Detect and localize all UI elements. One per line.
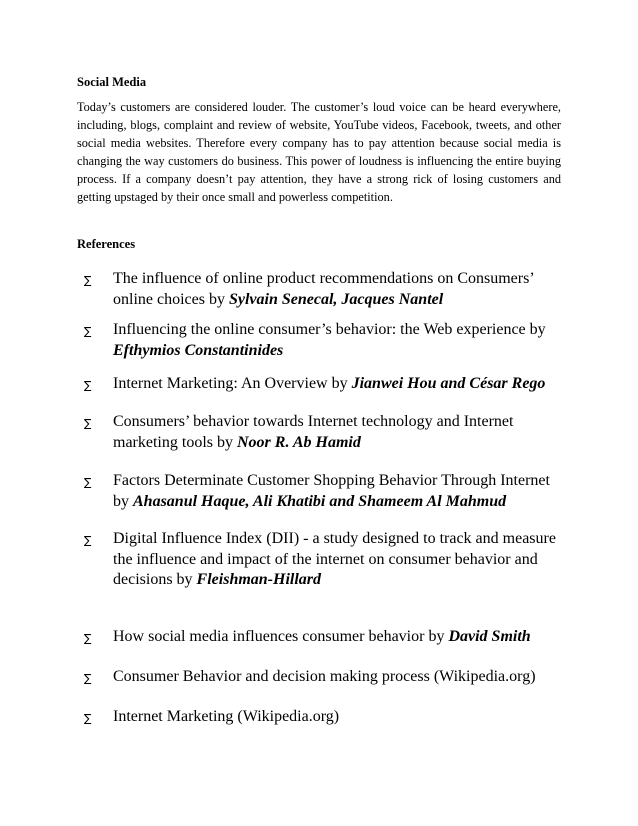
summation-bullet-icon: ∑ xyxy=(84,672,92,685)
social-media-paragraph: Today’s customers are considered louder. The customer’s loud voice can be heard everywhere, including, blogs, complaint and review of website, YouTube videos, Facebook, tweets, and other social media websites. Therefore every company has to pay attention because social media is changing the way customers do business. This power of loudness is influencing the entire buying process. If a company doesn’t pay attention, they have a strong rick of losing customers and getting upstaged by their once small and powerless competition. xyxy=(77,100,561,205)
summation-bullet-icon: ∑ xyxy=(84,379,92,392)
summation-bullet-icon: ∑ xyxy=(84,274,92,287)
reference-title: How social media influences consumer behavior by xyxy=(113,628,449,645)
reference-title: Factors Determinate Customer Shopping Behavior Through Internet by xyxy=(113,472,550,510)
reference-author: Fleishman-Hillard xyxy=(196,571,322,588)
summation-bullet-icon: ∑ xyxy=(84,712,92,725)
reference-text xyxy=(113,529,568,591)
summation-bullet-icon: ∑ xyxy=(84,632,92,645)
reference-title: Influencing the online consumer’s behavior: the Web experience by xyxy=(113,321,546,338)
reference-title: Digital Influence Index (DII) - a study designed to track and measure the influence and impact of the internet on consumer behavior and decisions by xyxy=(113,530,556,588)
references-heading: References xyxy=(77,237,136,251)
reference-text xyxy=(113,627,568,648)
reference-title: Internet Marketing (Wikipedia.org) xyxy=(113,708,340,725)
reference-author: Ahasanul Haque, Ali Khatibi and Shameem Al Mahmud xyxy=(133,492,507,510)
reference-author: David Smith xyxy=(448,628,531,645)
reference-text xyxy=(113,667,568,688)
reference-author: Efthymios Constantinides xyxy=(113,341,284,359)
reference-author: Sylvain Senecal, Jacques Nantel xyxy=(228,290,444,308)
reference-title: The influence of online product recommendations on Consumers’ online choices by xyxy=(113,270,534,308)
reference-title: Internet Marketing: An Overview by xyxy=(113,375,352,392)
summation-bullet-icon: ∑ xyxy=(84,534,92,547)
social-media-heading: Social Media xyxy=(77,75,147,89)
reference-text xyxy=(113,320,568,361)
reference-text xyxy=(113,707,568,728)
reference-author: Jianwei Hou and César Rego xyxy=(351,375,546,392)
summation-bullet-icon: ∑ xyxy=(84,417,92,430)
reference-title: Consumers’ behavior towards Internet technology and Internet marketing tools by xyxy=(113,413,514,451)
reference-text xyxy=(113,471,568,512)
reference-title: Consumer Behavior and decision making process (Wikipedia.org) xyxy=(113,668,536,685)
summation-bullet-icon: ∑ xyxy=(84,325,92,338)
summation-bullet-icon: ∑ xyxy=(84,476,92,489)
reference-text xyxy=(113,412,568,453)
reference-text xyxy=(113,269,568,310)
reference-author: Noor R. Ab Hamid xyxy=(236,433,361,451)
reference-text xyxy=(113,374,568,395)
